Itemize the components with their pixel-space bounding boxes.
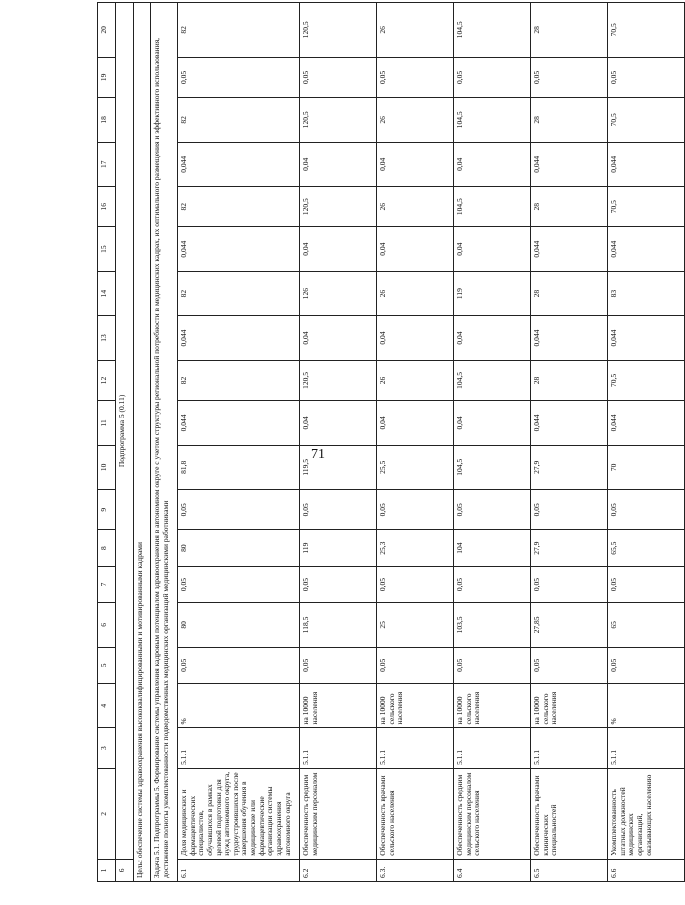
task-row (151, 3, 178, 882)
value-cell: 0,05 (178, 566, 300, 602)
value-cell: 0,05 (454, 490, 531, 530)
value-cell: 119 (454, 271, 531, 315)
col-number: 8 (98, 530, 116, 566)
col-number: 3 (98, 728, 116, 768)
value-cell: 82 (178, 3, 300, 58)
col-number: 9 (98, 490, 116, 530)
section-row (116, 3, 134, 882)
value-cell: 0,04 (300, 316, 377, 360)
value-cell: 28 (531, 271, 608, 315)
value-cell: 0,05 (531, 57, 608, 97)
col-number: 19 (98, 57, 116, 97)
indicator-name: Обеспеченность средним медицинским персоналом сельского населения (454, 768, 531, 859)
value-cell: 65 (608, 603, 685, 647)
table-row (608, 3, 685, 882)
value-cell: 0,05 (531, 566, 608, 602)
value-cell: 0,04 (377, 401, 454, 445)
column-number-row (98, 3, 116, 882)
table-row (178, 3, 300, 882)
value-cell: 0,044 (178, 142, 300, 186)
value-cell: 0,044 (178, 401, 300, 445)
value-cell: 0,05 (377, 57, 454, 97)
col-number: 11 (98, 401, 116, 445)
section-number: 6 (116, 859, 134, 881)
value-cell: 27,85 (531, 603, 608, 647)
col-number: 14 (98, 271, 116, 315)
value-cell: 0,05 (178, 57, 300, 97)
value-cell: 25 (377, 603, 454, 647)
value-cell: 82 (178, 360, 300, 400)
value-cell: 82 (178, 98, 300, 142)
col-number: 2 (98, 768, 116, 859)
col-number: 15 (98, 227, 116, 271)
value-cell: 104,5 (454, 186, 531, 226)
value-cell: 120,5 (300, 360, 377, 400)
value-cell: 26 (377, 98, 454, 142)
value-cell: 80 (178, 530, 300, 566)
value-cell: 126 (300, 271, 377, 315)
indicator-name: Обеспеченность средним медицинским персоналом (300, 768, 377, 859)
col-number: 20 (98, 3, 116, 58)
value-cell: 0,04 (454, 227, 531, 271)
value-cell: 0,05 (377, 566, 454, 602)
value-cell: 0,05 (300, 490, 377, 530)
value-cell: 26 (377, 271, 454, 315)
value-cell: 82 (178, 271, 300, 315)
row-number: 6.6 (608, 859, 685, 881)
table-row (531, 3, 608, 882)
section-title: Подпрограмма 5 (0.11) (116, 3, 134, 860)
goal-text: Цель: обеспечение системы здравоохранения высококвалифицированными и мотивированными кадрами (134, 3, 151, 882)
value-cell: 0,05 (531, 490, 608, 530)
value-cell: 104,5 (454, 445, 531, 489)
value-cell: 0,04 (300, 227, 377, 271)
col-number: 18 (98, 98, 116, 142)
value-cell: 65,5 (608, 530, 685, 566)
value-cell: 0,05 (608, 566, 685, 602)
unit: % (608, 684, 685, 728)
col-number: 16 (98, 186, 116, 226)
value-cell: 28 (531, 360, 608, 400)
table-row (454, 3, 531, 882)
unit: на 10000 населения (300, 684, 377, 728)
value-cell: 0,05 (608, 490, 685, 530)
value-cell: 0,05 (531, 647, 608, 683)
value-cell: 70,5 (608, 3, 685, 58)
value-cell: 27,9 (531, 445, 608, 489)
value-cell: 0,04 (377, 316, 454, 360)
event-code: 5.1.1 (454, 728, 531, 768)
value-cell: 0,044 (608, 401, 685, 445)
unit: % (178, 684, 300, 728)
value-cell: 70,5 (608, 360, 685, 400)
row-number: 6.4 (454, 859, 531, 881)
value-cell: 0,044 (608, 316, 685, 360)
col-number: 10 (98, 445, 116, 489)
value-cell: 0,04 (454, 401, 531, 445)
table-row (377, 3, 454, 882)
value-cell: 0,044 (178, 227, 300, 271)
value-cell: 70,5 (608, 98, 685, 142)
event-code: 5.1.1 (178, 728, 300, 768)
value-cell: 0,04 (454, 142, 531, 186)
row-number: 6.3. (377, 859, 454, 881)
value-cell: 27,9 (531, 530, 608, 566)
value-cell: 0,05 (454, 57, 531, 97)
value-cell: 82 (178, 186, 300, 226)
col-number: 17 (98, 142, 116, 186)
goal-row (134, 3, 151, 882)
rotated-table-wrapper (97, 2, 653, 882)
indicator-name: Обеспеченность врачами сельского населения (377, 768, 454, 859)
value-cell: 119 (300, 530, 377, 566)
value-cell: 0,04 (377, 142, 454, 186)
value-cell: 70,5 (608, 186, 685, 226)
value-cell: 0,044 (531, 227, 608, 271)
value-cell: 104,5 (454, 98, 531, 142)
event-code: 5.1.1 (608, 728, 685, 768)
col-number: 12 (98, 360, 116, 400)
value-cell: 118,5 (300, 603, 377, 647)
indicator-name: Обеспеченность врачами клинических специальностей (531, 768, 608, 859)
value-cell: 120,5 (300, 3, 377, 58)
row-number: 6.2 (300, 859, 377, 881)
task-text: Задача 5.1. Подпрограммы 5. Формирование системы управления кадровым потенциалом здравоохранения в автономном округе с учетом структуры региональной потребности в медицинских кадрах, их оптимального размещения и эффективного использования, достижение полноты укомплектованности подведомственных медицинских организаций медицинскими работниками (151, 3, 178, 882)
unit: на 10000 сельского населения (531, 684, 608, 728)
value-cell: 26 (377, 3, 454, 58)
value-cell: 0,04 (300, 142, 377, 186)
value-cell: 104,5 (454, 3, 531, 58)
table-row (300, 3, 377, 882)
value-cell: 0,044 (531, 401, 608, 445)
col-number: 13 (98, 316, 116, 360)
value-cell: 0,05 (377, 647, 454, 683)
value-cell: 28 (531, 3, 608, 58)
value-cell: 104 (454, 530, 531, 566)
col-number: 4 (98, 684, 116, 728)
value-cell: 0,04 (377, 227, 454, 271)
value-cell: 0,05 (608, 57, 685, 97)
value-cell: 0,05 (300, 566, 377, 602)
value-cell: 119,5 (300, 445, 377, 489)
row-number: 6.1 (178, 859, 300, 881)
event-code: 5.1.1 (300, 728, 377, 768)
value-cell: 28 (531, 186, 608, 226)
value-cell: 83 (608, 271, 685, 315)
indicator-name: Доля медицинских и фармацевтических специалистов, обучавшихся в рамках целевой подготовки для нужд автономного округа, трудоустроившихся после завершения обучения в медицинские или фармацевтические организации системы здравоохранения автономного округа (178, 768, 300, 859)
page-number: 71 (311, 447, 325, 462)
value-cell: 0,044 (608, 142, 685, 186)
value-cell: 0,05 (608, 647, 685, 683)
value-cell: 0,05 (300, 647, 377, 683)
value-cell: 0,05 (178, 490, 300, 530)
value-cell: 0,05 (454, 566, 531, 602)
value-cell: 25,5 (377, 445, 454, 489)
value-cell: 104,5 (454, 360, 531, 400)
col-number: 6 (98, 603, 116, 647)
value-cell: 0,05 (377, 490, 454, 530)
event-code: 5.1.1 (531, 728, 608, 768)
value-cell: 103,5 (454, 603, 531, 647)
value-cell: 0,044 (178, 316, 300, 360)
event-code: 5.1.1 (377, 728, 454, 768)
value-cell: 26 (377, 186, 454, 226)
value-cell: 0,044 (531, 316, 608, 360)
value-cell: 0,044 (608, 227, 685, 271)
value-cell: 0,05 (300, 57, 377, 97)
value-cell: 25,3 (377, 530, 454, 566)
value-cell: 0,05 (454, 647, 531, 683)
value-cell: 0,04 (300, 401, 377, 445)
unit: на 10000 сельского населения (377, 684, 454, 728)
value-cell: 120,5 (300, 98, 377, 142)
value-cell: 80 (178, 603, 300, 647)
value-cell: 0,044 (531, 142, 608, 186)
col-number: 5 (98, 647, 116, 683)
value-cell: 28 (531, 98, 608, 142)
value-cell: 120,5 (300, 186, 377, 226)
value-cell: 70 (608, 445, 685, 489)
indicators-table (97, 2, 685, 882)
indicator-name: Укомплектованность штатных должностей медицинских организаций, оказывающих населению (608, 768, 685, 859)
value-cell: 26 (377, 360, 454, 400)
row-number: 6.5 (531, 859, 608, 881)
col-number: 7 (98, 566, 116, 602)
col-number: 1 (98, 859, 116, 881)
value-cell: 81,8 (178, 445, 300, 489)
value-cell: 0,04 (454, 316, 531, 360)
unit: на 10000 сельского населения (454, 684, 531, 728)
value-cell: 0,05 (178, 647, 300, 683)
